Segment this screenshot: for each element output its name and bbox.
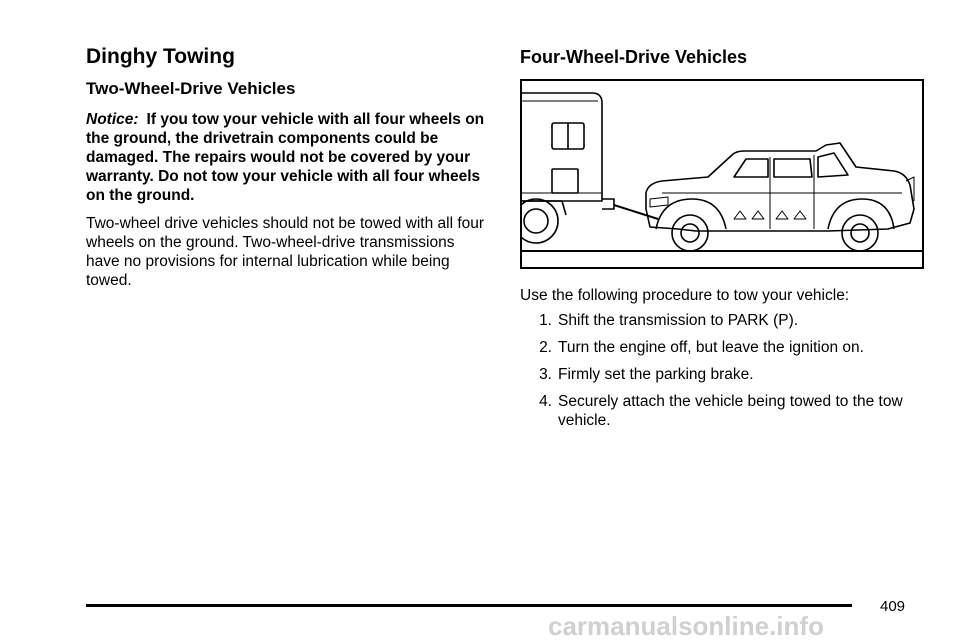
notice-paragraph xyxy=(86,110,486,205)
list-item: 1. Shift the transmission to PARK (P). xyxy=(539,312,799,329)
list-item: 4. Securely attach the vehicle being towed to the tow vehicle. xyxy=(539,393,903,429)
footer-rule xyxy=(86,604,852,607)
procedure-steps xyxy=(520,311,930,430)
towing-illustration xyxy=(520,79,924,269)
watermark: carmanualsonline.info xyxy=(548,611,824,641)
page-title: Dinghy Towing xyxy=(86,45,235,68)
notice-label: Notice: xyxy=(86,111,139,128)
two-wheel-drive-body: Two-wheel drive vehicles should not be towed with all four wheels on the ground. Two-wheel-drive transmissions have no provisions for internal lubrication while being towed. xyxy=(86,215,485,289)
section-heading-four-wheel-drive: Four-Wheel-Drive Vehicles xyxy=(520,47,748,67)
left-column xyxy=(86,44,486,290)
list-item: 3. Firmly set the parking brake. xyxy=(539,366,754,383)
list-item: 2. Turn the engine off, but leave the ignition on. xyxy=(539,339,864,356)
rv-towing-pickup-illustration xyxy=(522,81,922,267)
procedure-intro: Use the following procedure to tow your vehicle: xyxy=(520,287,850,304)
page-number: 409 xyxy=(880,598,906,615)
right-column xyxy=(520,44,930,438)
notice-text: If you tow your vehicle with all four wheels on the ground, the drivetrain components could be damaged. The repairs would not be covered by your warranty. Do not tow your vehicle with all four wheels on the ground. xyxy=(86,111,485,204)
section-heading-two-wheel-drive: Two-Wheel-Drive Vehicles xyxy=(86,79,296,98)
